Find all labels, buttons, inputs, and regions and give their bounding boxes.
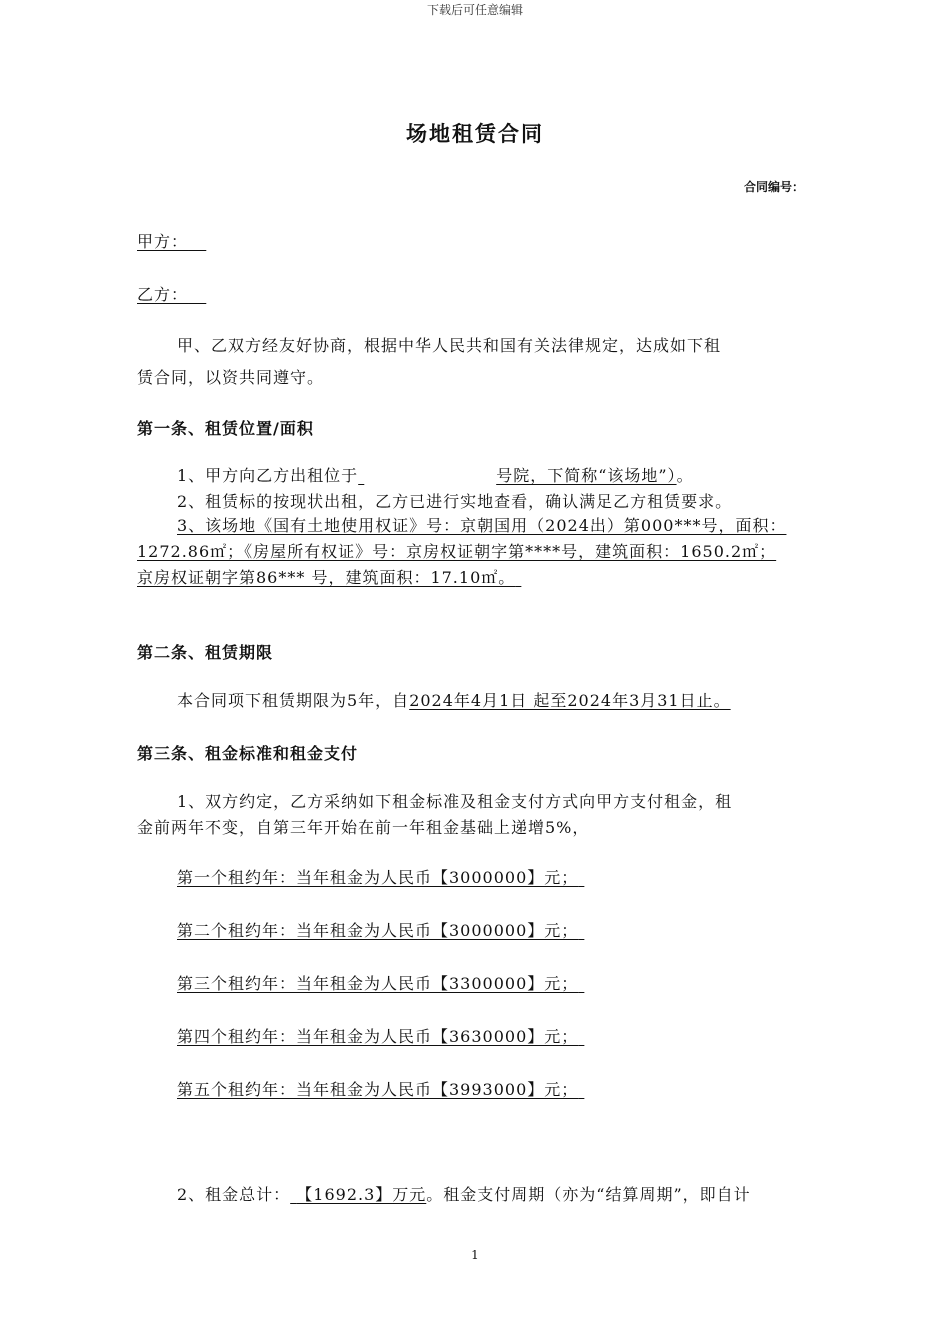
article-2-term: 本合同项下租赁期限为5年，自2024年4月1日 起至2024年3月31日止。 <box>177 691 731 710</box>
article-1-item-3-line-1: 3、该场地《国有土地使用权证》号：京朝国用（2024出）第000***号，面积： <box>177 516 787 535</box>
rent-year-5: 第五个租约年：当年租金为人民币【3993000】元； <box>177 1080 579 1099</box>
article-3-heading: 第三条、租金标准和租金支付 <box>137 744 359 763</box>
article-1-item-3-line-3: 京房权证朝字第86*** 号，建筑面积：17.10㎡。 <box>137 568 516 587</box>
article-1-item-2: 2、租赁标的按现状出租，乙方已进行实地查看，确认满足乙方租赁要求。 <box>177 492 733 511</box>
contract-number-label: 合同编号： <box>744 180 805 194</box>
article-3-item-1-line-2: 金前两年不变，自第三年开始在前一年租金基础上递增5%， <box>137 818 590 837</box>
article-1-item-3-line-2: 1272.86㎡；《房屋所有权证》号：京房权证朝字第****号，建筑面积：1650.2㎡； <box>137 542 777 561</box>
article-3-item-2: 2、租金总计： 【1692.3】万元。租金支付周期（亦为“结算周期”，即自计 <box>177 1185 751 1204</box>
intro-line-1: 甲、乙双方经友好协商，根据中华人民共和国有关法律规定，达成如下租 <box>177 336 722 355</box>
page-header: 下载后可任意编辑 <box>426 3 523 17</box>
rent-year-3: 第三个租约年：当年租金为人民币【3300000】元； <box>177 974 579 993</box>
article-1-heading: 第一条、租赁位置/面积 <box>137 419 314 438</box>
article-2-heading: 第二条、租赁期限 <box>137 643 274 662</box>
rent-year-4: 第四个租约年：当年租金为人民币【3630000】元； <box>177 1027 579 1046</box>
intro-line-2: 赁合同，以资共同遵守。 <box>137 368 325 387</box>
party-b-label: 乙方： <box>137 285 189 304</box>
page-title: 场地租赁合同 <box>406 121 544 146</box>
rent-year-1: 第一个租约年：当年租金为人民币【3000000】元； <box>177 868 579 887</box>
article-3-item-1-line-1: 1、双方约定，乙方采纳如下租金标准及租金支付方式向甲方支付租金，租 <box>177 792 733 811</box>
page-number: 1 <box>471 1248 479 1262</box>
rent-year-2: 第二个租约年：当年租金为人民币【3000000】元； <box>177 921 579 940</box>
party-a-label: 甲方： <box>137 232 189 251</box>
article-1-item-1: 1、甲方向乙方出租位于 号院，下简称“该场地”）。 <box>177 466 694 485</box>
